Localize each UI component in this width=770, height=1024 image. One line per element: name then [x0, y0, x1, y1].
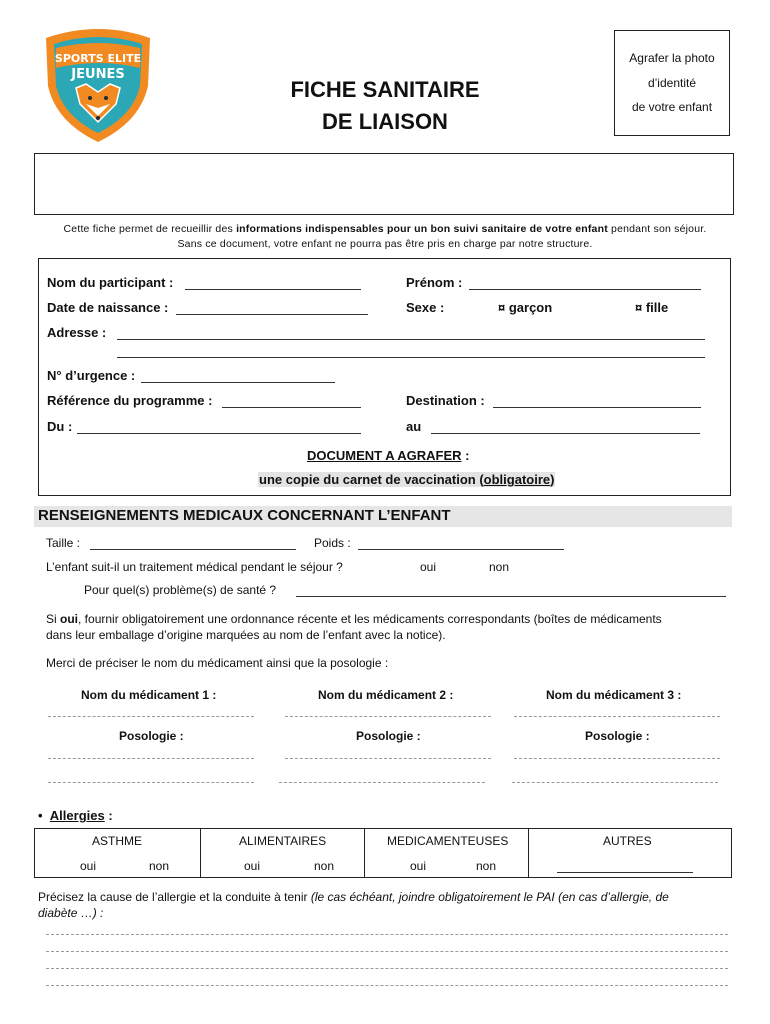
naissance-field[interactable]: [176, 314, 368, 315]
du-field[interactable]: [77, 433, 361, 434]
allergy-header-medicamenteuses: MEDICAMENTEUSES: [387, 834, 509, 848]
prenom-field[interactable]: [469, 289, 701, 290]
allergies-heading: [38, 808, 113, 823]
precisez-italic-end: diabète …) :: [38, 906, 104, 920]
probleme-question: Pour quel(s) problème(s) de santé ?: [84, 583, 277, 597]
intro-line2: Sans ce document, votre enfant ne pourra pas être pris en charge par notre structure.: [177, 238, 593, 250]
document-requirement: [258, 472, 555, 487]
allergy-col-autres: [529, 829, 732, 878]
photo-instruction-1: Agrafer la photo: [629, 51, 715, 65]
precisez-italic-text: (le cas échéant, joindre obligatoirement le PAI (en cas d’allergie, de: [310, 890, 669, 904]
medicamenteuses-oui[interactable]: oui: [410, 859, 427, 873]
intro-text: Cette fiche permet de recueillir des: [63, 223, 237, 235]
adresse-label: Adresse :: [47, 325, 107, 340]
precisez-field-1[interactable]: [46, 934, 728, 935]
posologie1-field-b[interactable]: [48, 782, 254, 783]
precisez-field-2[interactable]: [46, 951, 728, 952]
poids-field[interactable]: [358, 549, 564, 550]
med3-field[interactable]: [514, 716, 720, 717]
med3-label: Nom du médicament 3 :: [546, 688, 682, 702]
blank-frame: [34, 153, 734, 215]
taille-label: Taille :: [46, 536, 81, 550]
allergy-col-medicamenteuses: [365, 829, 529, 878]
urgence-label: N° d’urgence :: [47, 368, 136, 383]
destination-field[interactable]: [493, 407, 701, 408]
programme-field[interactable]: [222, 407, 361, 408]
precisez-line1: [38, 890, 669, 904]
posologie1-label: Posologie :: [119, 729, 184, 743]
document-title-colon: :: [461, 448, 470, 463]
allergy-col-alimentaires: [201, 829, 365, 878]
allergies-title: Allergies: [49, 808, 105, 823]
alimentaires-non[interactable]: non: [314, 859, 335, 873]
posologie3-field-b[interactable]: [512, 782, 718, 783]
nom-field[interactable]: [185, 289, 361, 290]
sexe-option-fille[interactable]: ¤ fille: [635, 300, 669, 315]
obligatoire-text: obligatoire: [483, 472, 551, 487]
precisez-field-4[interactable]: [46, 985, 728, 986]
allergy-header-alimentaires: ALIMENTAIRES: [239, 834, 327, 848]
traitement-question: L’enfant suit-il un traitement médical pendant le séjour ?: [46, 560, 343, 574]
asthme-oui[interactable]: oui: [80, 859, 97, 873]
si-oui-prefix: Si: [46, 612, 61, 626]
si-oui-bold: oui: [60, 612, 79, 626]
nom-label: Nom du participant :: [47, 275, 174, 290]
programme-label: Référence du programme :: [47, 393, 213, 408]
urgence-field[interactable]: [141, 382, 335, 383]
svg-text:JEUNES: JEUNES: [71, 67, 125, 82]
asthme-non[interactable]: non: [149, 859, 170, 873]
svg-text:SPORTS ELITE: SPORTS ELITE: [54, 52, 142, 65]
allergy-table: [34, 828, 732, 878]
posologie1-field-a[interactable]: [48, 758, 254, 759]
posologie3-label: Posologie :: [585, 729, 650, 743]
med2-field[interactable]: [285, 716, 491, 717]
sports-elite-jeunes-logo: [36, 26, 160, 144]
alimentaires-oui[interactable]: oui: [244, 859, 261, 873]
si-oui-text: , fournir obligatoirement une ordonnance récente et les médicaments correspondants (boîtes de médicaments: [78, 612, 662, 626]
au-field[interactable]: [431, 433, 700, 434]
medical-section-title: RENSEIGNEMENTS MEDICAUX CONCERNANT L’ENFANT: [38, 507, 451, 524]
intro-text-end: pendant son séjour.: [607, 223, 707, 235]
si-oui-line1: [46, 612, 662, 626]
bullet-icon: •: [38, 808, 43, 823]
si-oui-line2: dans leur emballage d’origine marquées au nom de l’enfant avec la notice).: [46, 628, 446, 642]
du-label: Du :: [47, 419, 73, 434]
adresse-field-2[interactable]: [117, 357, 705, 358]
med2-label: Nom du médicament 2 :: [318, 688, 454, 702]
probleme-field[interactable]: [296, 596, 726, 597]
posologie2-field-b[interactable]: [279, 782, 485, 783]
adresse-field-1[interactable]: [117, 339, 705, 340]
posologie2-label: Posologie :: [356, 729, 421, 743]
photo-box: [614, 30, 730, 136]
intro-bold-text: informations indispensables pour un bon suivi sanitaire de votre enfant: [236, 223, 608, 235]
participant-info-box: [38, 258, 731, 496]
poids-label: Poids :: [314, 536, 351, 550]
naissance-label: Date de naissance :: [47, 300, 169, 315]
allergy-header-asthme: ASTHME: [92, 834, 143, 848]
destination-label: Destination :: [406, 393, 485, 408]
precisez-text: Précisez la cause de l’allergie et la conduite à tenir: [38, 890, 311, 904]
photo-instruction-3: de votre enfant: [631, 100, 713, 114]
sexe-label: Sexe :: [406, 300, 445, 315]
precisez-field-3[interactable]: [46, 968, 728, 969]
photo-instruction-2: d’identité: [647, 76, 697, 90]
taille-field[interactable]: [90, 549, 296, 550]
precisez-line2: [38, 906, 103, 920]
document-requirement-text: une copie du carnet de vaccination (: [259, 472, 484, 487]
posologie3-field-a[interactable]: [514, 758, 720, 759]
sexe-option-garcon[interactable]: ¤ garçon: [498, 300, 553, 315]
traitement-non[interactable]: non: [489, 560, 510, 574]
intro-line1: [20, 223, 750, 235]
prenom-label: Prénom :: [406, 275, 463, 290]
document-title-text: DOCUMENT A AGRAFER: [307, 448, 462, 463]
med1-label: Nom du médicament 1 :: [81, 688, 217, 702]
medicamenteuses-non[interactable]: non: [476, 859, 497, 873]
page-title-line1: FICHE SANITAIRE: [290, 77, 480, 102]
allergies-colon: :: [104, 808, 113, 823]
document-title: [307, 448, 470, 463]
page-title-line2: DE LIAISON: [322, 109, 448, 134]
posologie2-field-a[interactable]: [285, 758, 491, 759]
allergy-header-autres: AUTRES: [603, 834, 652, 848]
document-requirement-end: ): [550, 472, 555, 487]
au-label: au: [406, 419, 422, 434]
med1-field[interactable]: [48, 716, 254, 717]
allergy-col-asthme: [35, 829, 201, 878]
merci-text: Merci de préciser le nom du médicament ainsi que la posologie :: [46, 656, 389, 670]
autres-field[interactable]: [557, 872, 693, 873]
traitement-oui[interactable]: oui: [420, 560, 437, 574]
